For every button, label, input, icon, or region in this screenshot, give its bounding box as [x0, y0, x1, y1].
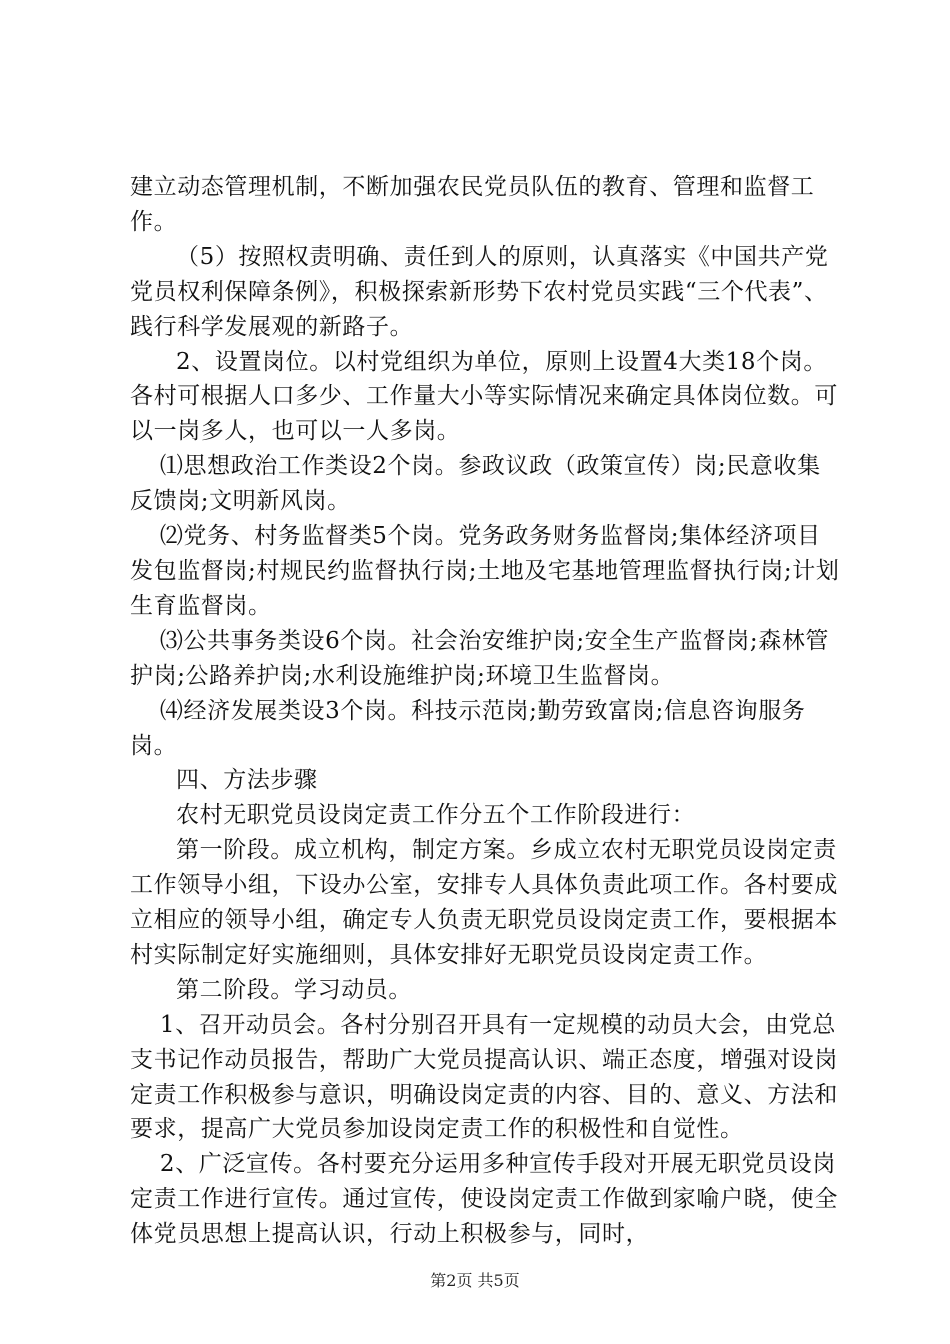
page-number-footer: 第2页 共5页 — [430, 1271, 520, 1290]
paragraph: （5）按照权责明确、责任到人的原则，认真落实《中国共产党党员权利保障条例》，积极探索新形势下农村党员实践“三个代表”、践行科学发展观的新路子。 — [130, 243, 829, 340]
paragraph: 1、召开动员会。各村分别召开具有一定规模的动员大会，由党总支书记作动员报告，帮助广大党员提高认识、端正态度，增强对设岗定责工作积极参与意识，明确设岗定责的内容、目的、意义、方法和要求，提高广大党员参加设岗定责工作的积极性和自觉性。 — [130, 1011, 838, 1143]
paragraph: 第一阶段。成立机构，制定方案。乡成立农村无职党员设岗定责工作领导小组，下设办公室，安排专人具体负责此项工作。各村要成立相应的领导小组，确定专人负责无职党员设岗定责工作，要根据本村实际制定好实施细则，具体安排好无职党员设岗定责工作。 — [130, 837, 838, 968]
paragraph: 2、设置岗位。以村党组织为单位，原则上设置4大类18个岗。各村可根据人口多少、工作量大小等实际情况来确定具体岗位数。可以一岗多人，也可以一人多岗。 — [130, 348, 838, 445]
paragraph: ⑴思想政治工作类设2个岗。参政议政（政策宣传）岗;民意收集反馈岗;文明新风岗。 — [130, 453, 821, 515]
document-body — [130, 170, 840, 1252]
paragraph: 农村无职党员设岗定责工作分五个工作阶段进行： — [176, 802, 696, 829]
paragraph: 建立动态管理机制，不断加强农民党员队伍的教育、管理和监督工作。 — [130, 174, 815, 235]
section-heading: 四、方法步骤 — [176, 767, 318, 794]
paragraph: ⑵党务、村务监督类5个岗。党务政务财务监督岗;集体经济项目发包监督岗;村规民约监督执行岗;土地及宅基地管理监督执行岗;计划生育监督岗。 — [130, 523, 840, 619]
paragraph: ⑷经济发展类设3个岗。科技示范岗;勤劳致富岗;信息咨询服务岗。 — [130, 697, 806, 759]
paragraph: 第二阶段。学习动员。 — [176, 976, 412, 1003]
paragraph: ⑶公共事务类设6个岗。社会治安维护岗;安全生产监督岗;森林管护岗;公路养护岗;水利设施维护岗;环境卫生监督岗。 — [130, 627, 830, 689]
paragraph: 2、广泛宣传。各村要充分运用多种宣传手段对开展无职党员设岗定责工作进行宣传。通过宣传，使设岗定责工作做到家喻户晓，使全体党员思想上提高认识，行动上积极参与，同时， — [130, 1151, 838, 1248]
